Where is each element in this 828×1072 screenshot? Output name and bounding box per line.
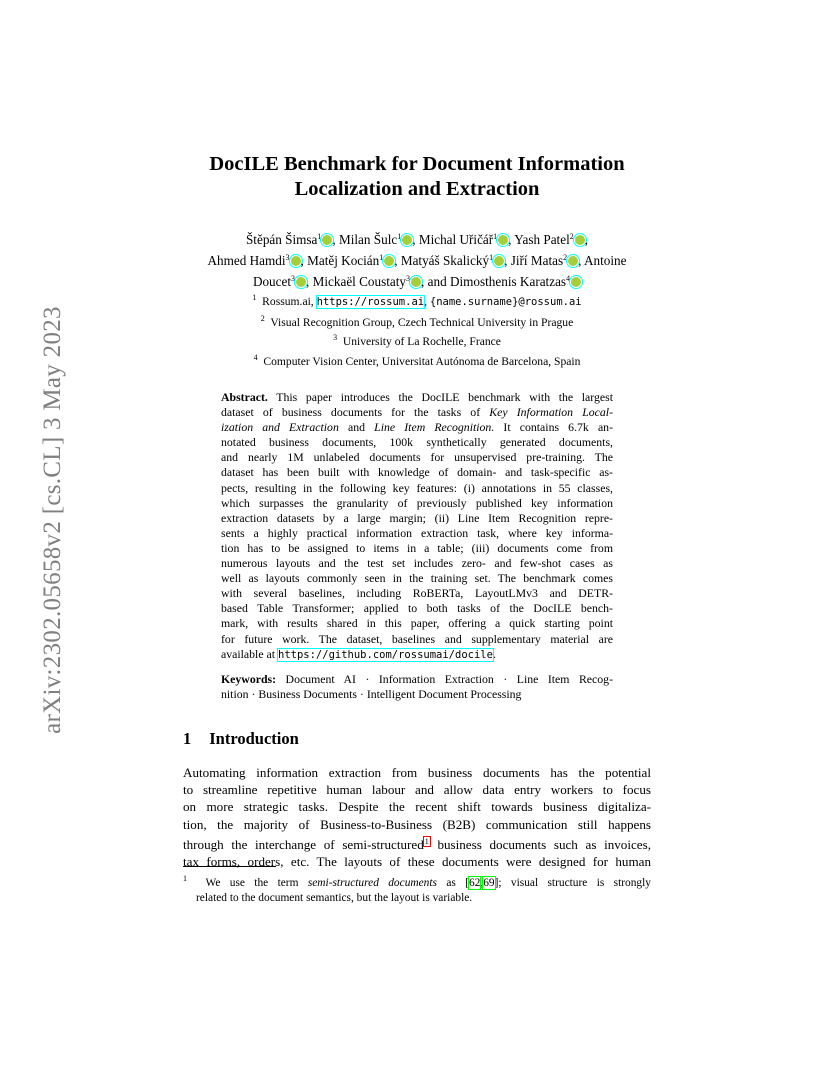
- affiliation-text: Computer Vision Center, Universitat Autónoma de Barcelona, Spain: [263, 354, 581, 368]
- orcid-icon[interactable]: [568, 256, 578, 266]
- author-list: [179, 228, 655, 291]
- abstract-line: mark, with results shared in this paper, offering a quick starting point: [221, 616, 613, 631]
- author-name: Dimosthenis Karatzas: [449, 274, 567, 289]
- author-line-2: Ahmed Hamdi$^3$ , Matěj Kocián$^1$ , Matyáš Skalický$^1$ , Jiří Matas$^2$ , Antoine: [207, 253, 627, 268]
- abstract-text: This paper introduces the DocILE benchmark with the largest: [276, 390, 613, 404]
- keywords-label: Keywords:: [221, 672, 277, 686]
- keywords-line: [221, 672, 613, 687]
- section-number: 1: [183, 729, 192, 748]
- abstract-line: dataset has been built with knowledge of domain- and task-specific as-: [221, 465, 613, 480]
- abstract-line: [221, 405, 613, 420]
- author-name: Doucet: [252, 274, 292, 289]
- author-name: Štěpán Šimsa: [245, 232, 318, 247]
- abstract-label: Abstract.: [221, 390, 268, 404]
- footnote-text: ]; visual structure is strongly: [494, 877, 651, 889]
- abstract-line: based Table Transformer; applied to both tasks of the DocILE bench-: [221, 601, 613, 616]
- affiliation-2: $^2$ Visual Recognition Group, Czech Technical University in Prague: [260, 313, 574, 329]
- orcid-icon[interactable]: [494, 256, 504, 266]
- intro-line: tion, the majority of Business-to-Business (B2B) communication still happens: [183, 816, 651, 832]
- affiliation-text: Rossum.ai,: [262, 295, 314, 308]
- conjunction: and: [427, 274, 447, 289]
- orcid-icon[interactable]: [291, 256, 301, 266]
- section-title: Introduction: [209, 729, 299, 748]
- affiliation-text: Visual Recognition Group, Czech Technical University in Prague: [270, 315, 574, 329]
- author-line-1: Štěpán Šimsa$^1$ , Milan Šulc$^1$ , Michal Uřičář$^1$ , Yash Patel$^2$ ,: [245, 232, 589, 247]
- abstract-line: [221, 420, 613, 435]
- intro-line: Automating information extraction from business documents has the potential: [183, 765, 651, 780]
- abstract-line: pects, resulting in the following key features: (i) annotations in 55 classes,: [221, 480, 613, 495]
- keywords: [221, 672, 613, 702]
- citation-link[interactable]: 62: [468, 877, 481, 889]
- author-name: Matyáš Skalický: [400, 253, 490, 268]
- abstract-emphasis: ization and Extraction: [221, 420, 339, 435]
- author-name: Milan Šulc: [339, 232, 398, 247]
- abstract-line: and nearly 1M unlabeled documents for unsupervised pre-training. The: [221, 450, 613, 465]
- citation-link[interactable]: 69: [483, 877, 495, 889]
- abstract-line: available at https://github.com/rossumai/docile.: [221, 646, 496, 661]
- rossum-link[interactable]: https://rossum.ai: [316, 296, 425, 308]
- abstract-text: dataset of business documents for the tasks of: [221, 405, 481, 420]
- keywords-text: Document AI · Information Extraction · Line Item Recog-: [285, 672, 614, 686]
- section-heading: [183, 729, 299, 749]
- footnote-emphasis: semi-structured documents: [307, 877, 437, 889]
- affiliation-4: $^4$ Computer Vision Center, Universitat Autónoma de Barcelona, Spain: [253, 352, 581, 368]
- abstract-line: tion has to be assigned to items in a table; (iii) documents come from: [221, 540, 613, 555]
- affiliation-1: $^1$ Rossum.ai, https://rossum.ai, {name.surname}@rossum.ai: [252, 293, 582, 308]
- orcid-icon[interactable]: [571, 277, 581, 287]
- orcid-icon[interactable]: [575, 235, 585, 245]
- abstract-emphasis: Line Item Recognition.: [374, 420, 495, 435]
- affiliation-3: $^3$ University of La Rochelle, France: [333, 333, 501, 348]
- paper-title: [183, 152, 651, 202]
- footnote-ref-link[interactable]: 1: [424, 836, 429, 846]
- keywords-line: nition · Business Documents · Intelligent Document Processing: [221, 687, 522, 702]
- abstract-line: numerous layouts and the test set includes zero- and few-shot cases as: [221, 556, 613, 571]
- abstract-text: available at: [221, 646, 276, 661]
- abstract-line: sents a highly practical information extraction task, where key informa-: [221, 525, 613, 540]
- author-name: Antoine: [583, 253, 627, 268]
- affiliation-text: University of La Rochelle, France: [342, 335, 501, 348]
- intro-line: on more strategic tasks. Despite the recent shift towards business digitaliza-: [183, 799, 651, 815]
- intro-line: tax forms, orders, etc. The layouts of these documents were designed for human: [183, 854, 651, 870]
- author-name: Jiří Matas: [510, 253, 564, 268]
- orcid-icon[interactable]: [384, 256, 394, 266]
- orcid-icon[interactable]: [498, 235, 508, 245]
- title-line-1: DocILE Benchmark for Document Information: [209, 153, 625, 175]
- footnote-text: as [: [446, 877, 469, 889]
- orcid-icon[interactable]: [411, 277, 421, 287]
- author-line-3: Doucet$^3$ , Mickaël Coustaty$^3$ , and Dimosthenis Karatzas$^4$: [179, 270, 655, 291]
- email-pattern: {name.surname}@rossum.ai: [429, 296, 582, 308]
- orcid-icon[interactable]: [402, 235, 412, 245]
- abstract-emphasis: Key Information Local-: [489, 405, 613, 420]
- footnote-line: [183, 871, 651, 891]
- footnote: [183, 871, 651, 906]
- affiliations: [183, 290, 651, 369]
- author-name: Matěj Kocián: [307, 253, 380, 268]
- intro-paragraph: [183, 764, 651, 870]
- intro-text: through the interchange of semi-structured: [183, 836, 424, 852]
- footnote-line: related to the document semantics, but the layout is variable.: [196, 892, 473, 905]
- abstract-line: which surpasses the granularity of previously published key information: [221, 495, 613, 510]
- orcid-icon[interactable]: [322, 235, 332, 245]
- footnote-text: We use the term: [205, 877, 299, 889]
- intro-line: [183, 833, 651, 853]
- abstract-line: well as layouts commonly seen in the training set. The benchmark comes: [221, 571, 613, 586]
- abstract-line: for future work. The dataset, baselines and supplementary material are: [221, 631, 613, 646]
- footnote-mark: 1: [183, 874, 187, 883]
- abstract-line: extraction datasets by a large margin; (ii) Line Item Recognition repre-: [221, 510, 613, 525]
- author-name: Mickaël Coustaty: [312, 274, 407, 289]
- abstract-text: and: [347, 420, 366, 435]
- footnote-text: ,: [480, 877, 484, 889]
- abstract-line: with several baselines, including RoBERTa, LayoutLMv3 and DETR-: [221, 586, 613, 601]
- arxiv-identifier: arXiv:2302.05658v2 [cs.CL] 3 May 2023: [39, 306, 66, 734]
- author-name: Yash Patel: [514, 232, 570, 247]
- title-line-2: Localization and Extraction: [294, 178, 540, 200]
- abstract: [221, 390, 613, 663]
- author-name: Michal Uřičář: [418, 232, 494, 247]
- abstract-line: notated business documents, 100k synthetically generated documents,: [221, 435, 613, 450]
- intro-text: business documents such as invoices,: [437, 836, 651, 852]
- intro-line: to streamline repetitive human labour and allow data entry workers to focus: [183, 782, 651, 798]
- github-link[interactable]: https://github.com/rossumai/docile: [278, 648, 493, 661]
- footnote-divider: [183, 866, 276, 867]
- orcid-icon[interactable]: [296, 277, 306, 287]
- abstract-line: [221, 390, 613, 405]
- author-name: Ahmed Hamdi: [207, 253, 286, 268]
- abstract-text: It contains 6.7k an-: [503, 420, 614, 435]
